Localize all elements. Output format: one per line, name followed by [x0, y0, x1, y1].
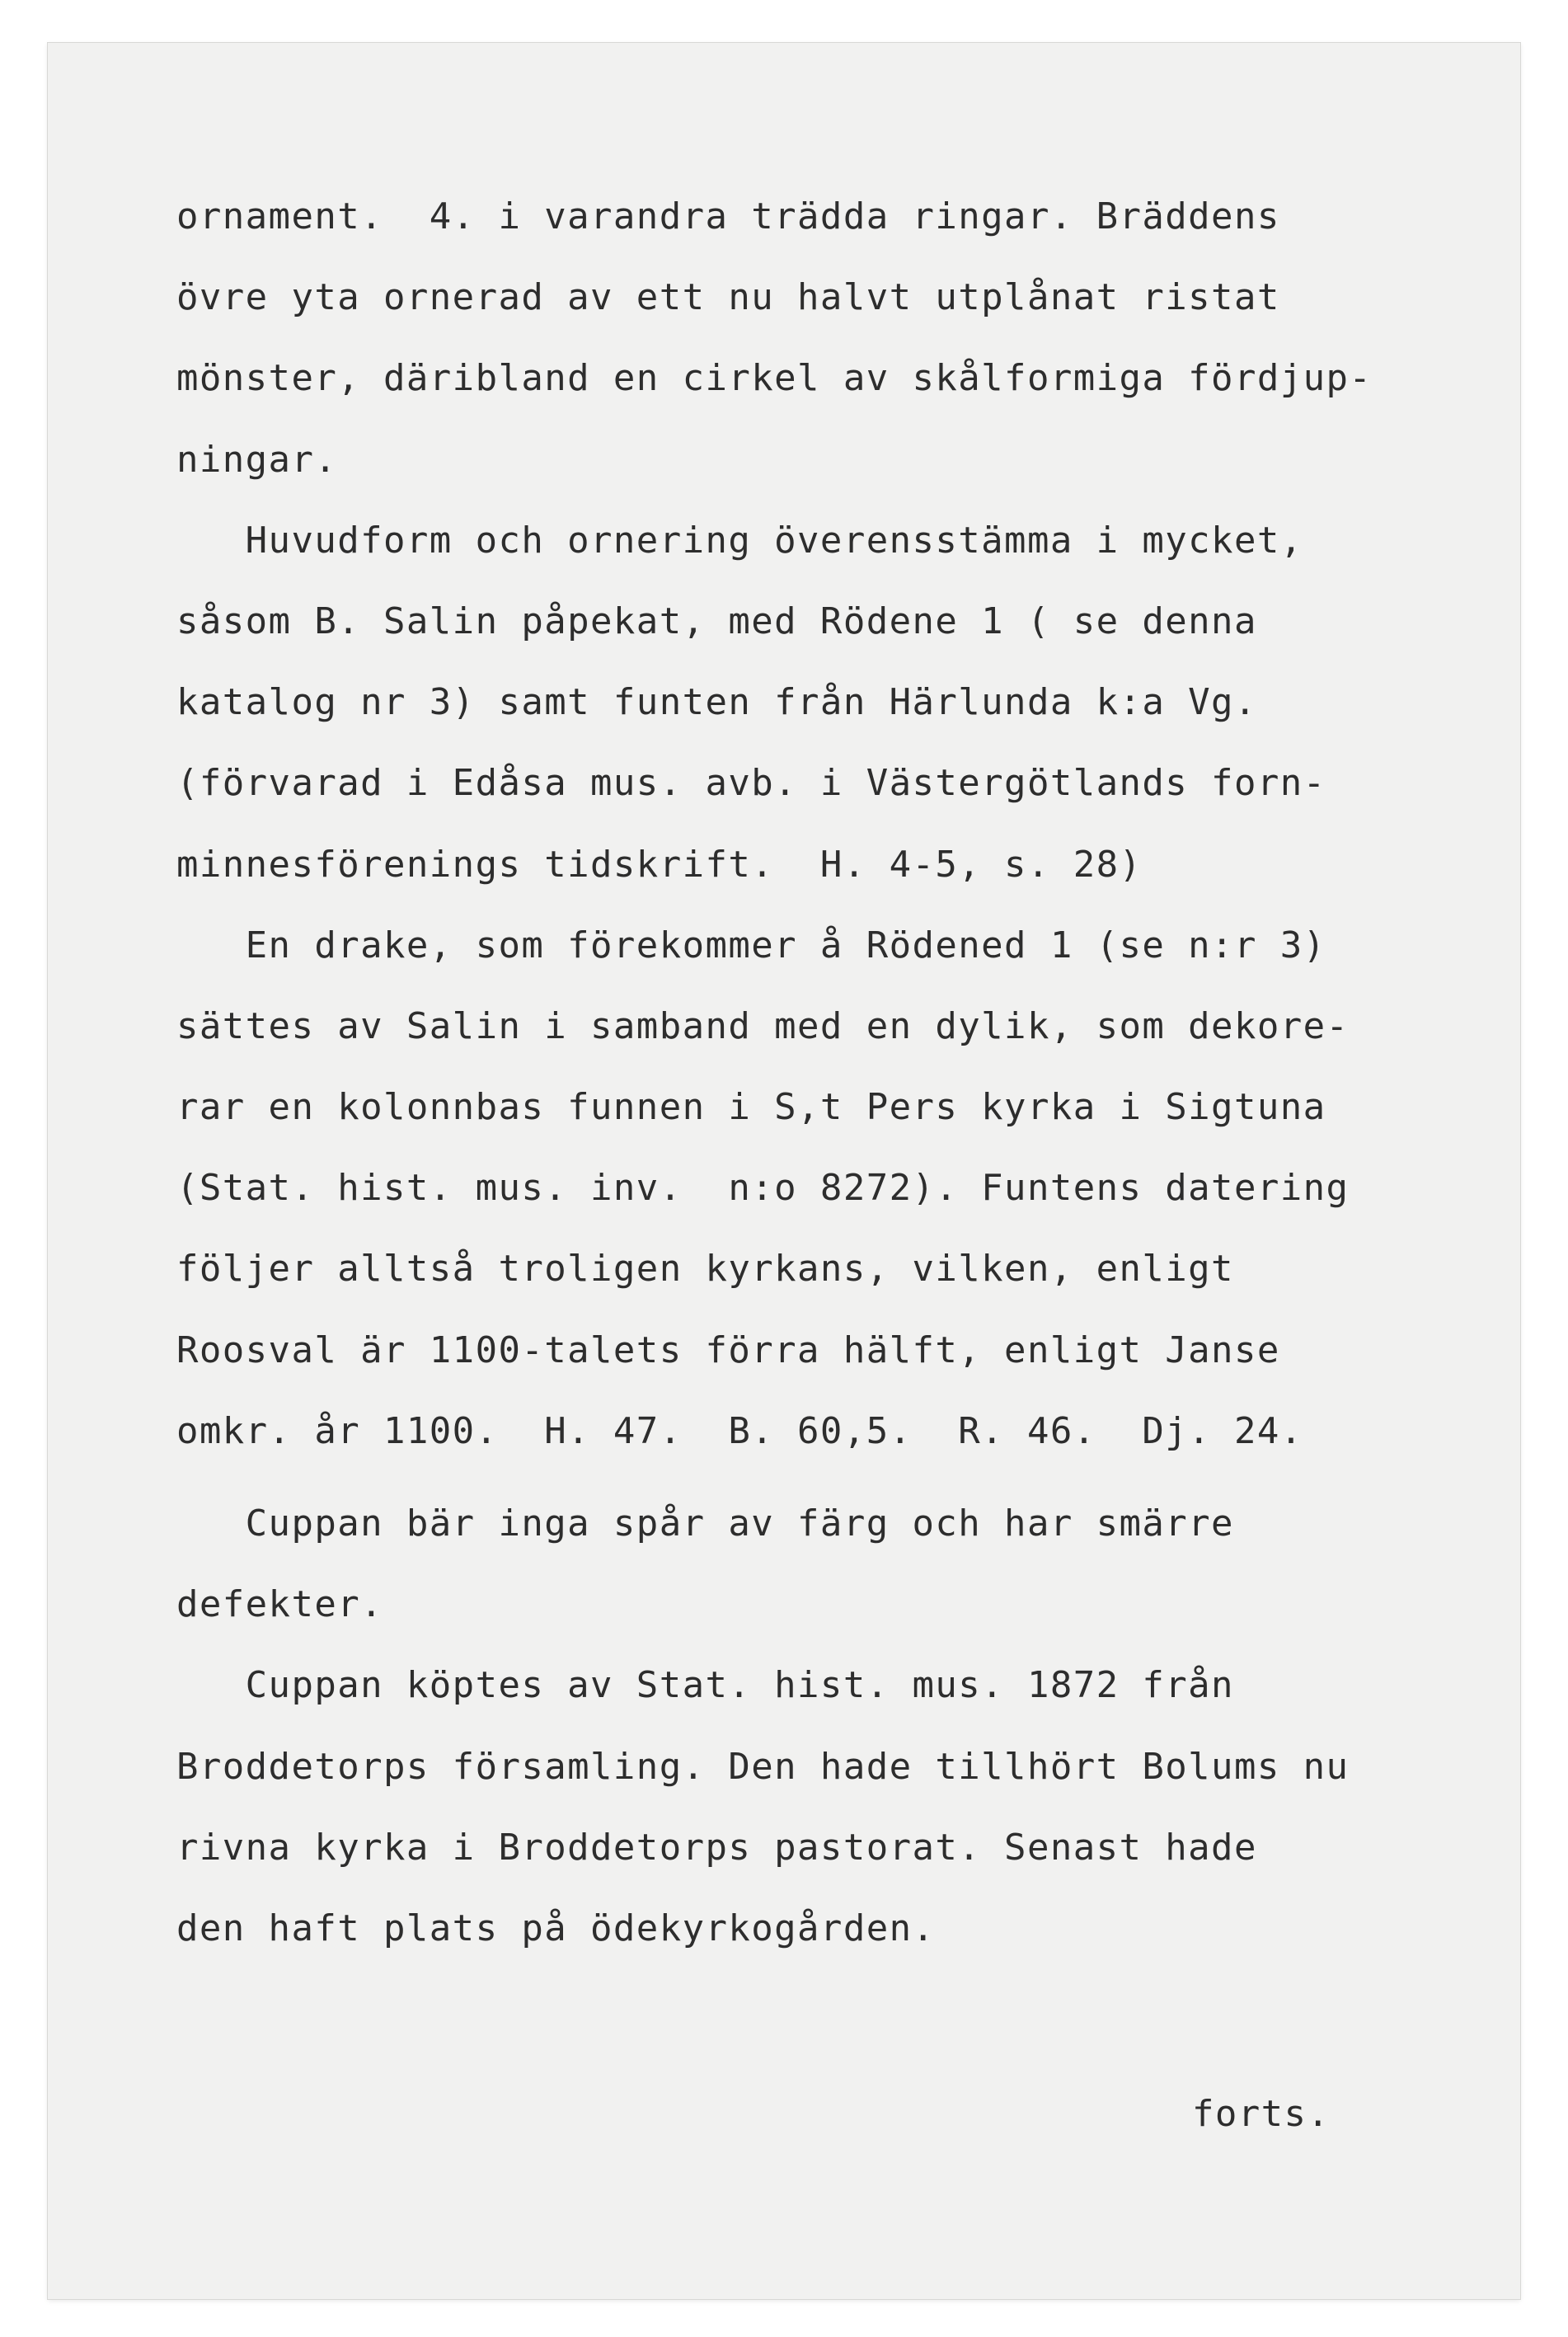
text-line: Huvudform och ornering överensstämma i mycket,: [176, 519, 1303, 562]
text-line: följer alltså troligen kyrkans, vilken, enligt: [176, 1248, 1234, 1291]
text-line: En drake, som förekommer å Rödened 1 (se n:r 3): [176, 924, 1326, 966]
text-line: katalog nr 3) samt funten från Härlunda k:a Vg.: [176, 681, 1257, 724]
text-line: övre yta ornerad av ett nu halvt utplånat ristat: [176, 276, 1280, 319]
text-line: sättes av Salin i samband med en dylik, som dekore-: [176, 1004, 1350, 1047]
text-line: Broddetorps församling. Den hade tillhört Bolums nu: [176, 1745, 1350, 1788]
continuation-note: forts.: [1192, 2093, 1331, 2135]
text-line: rivna kyrka i Broddetorps pastorat. Senast hade: [176, 1826, 1257, 1869]
text-line: omkr. år 1100. H. 47. B. 60,5. R. 46. Dj. 24.: [176, 1409, 1303, 1452]
document-page: [48, 43, 1520, 2299]
text-line: rar en kolonnbas funnen i S,t Pers kyrka i Sigtuna: [176, 1086, 1326, 1129]
text-line: Cuppan bär inga spår av färg och har smärre: [176, 1502, 1234, 1545]
text-line: såsom B. Salin påpekat, med Rödene 1 ( se denna: [176, 600, 1257, 642]
text-line: (förvarad i Edåsa mus. avb. i Västergötlands forn-: [176, 762, 1326, 805]
text-line: den haft plats på ödekyrkogården.: [176, 1907, 936, 1949]
text-line: Cuppan köptes av Stat. hist. mus. 1872 från: [176, 1664, 1234, 1707]
text-line: (Stat. hist. mus. inv. n:o 8272). Funtens datering: [176, 1167, 1350, 1210]
text-line: ningar.: [176, 438, 338, 481]
text-line: Roosval är 1100-talets förra hälft, enligt Janse: [176, 1328, 1280, 1371]
text-line: ornament. 4. i varandra trädda ringar. Bräddens: [176, 195, 1280, 237]
text-line: defekter.: [176, 1583, 384, 1626]
text-line: mönster, däribland en cirkel av skålformiga fördjup-: [176, 357, 1373, 400]
text-line: minnesförenings tidskrift. H. 4-5, s. 28): [176, 843, 1143, 886]
document-body: [176, 176, 1528, 1969]
